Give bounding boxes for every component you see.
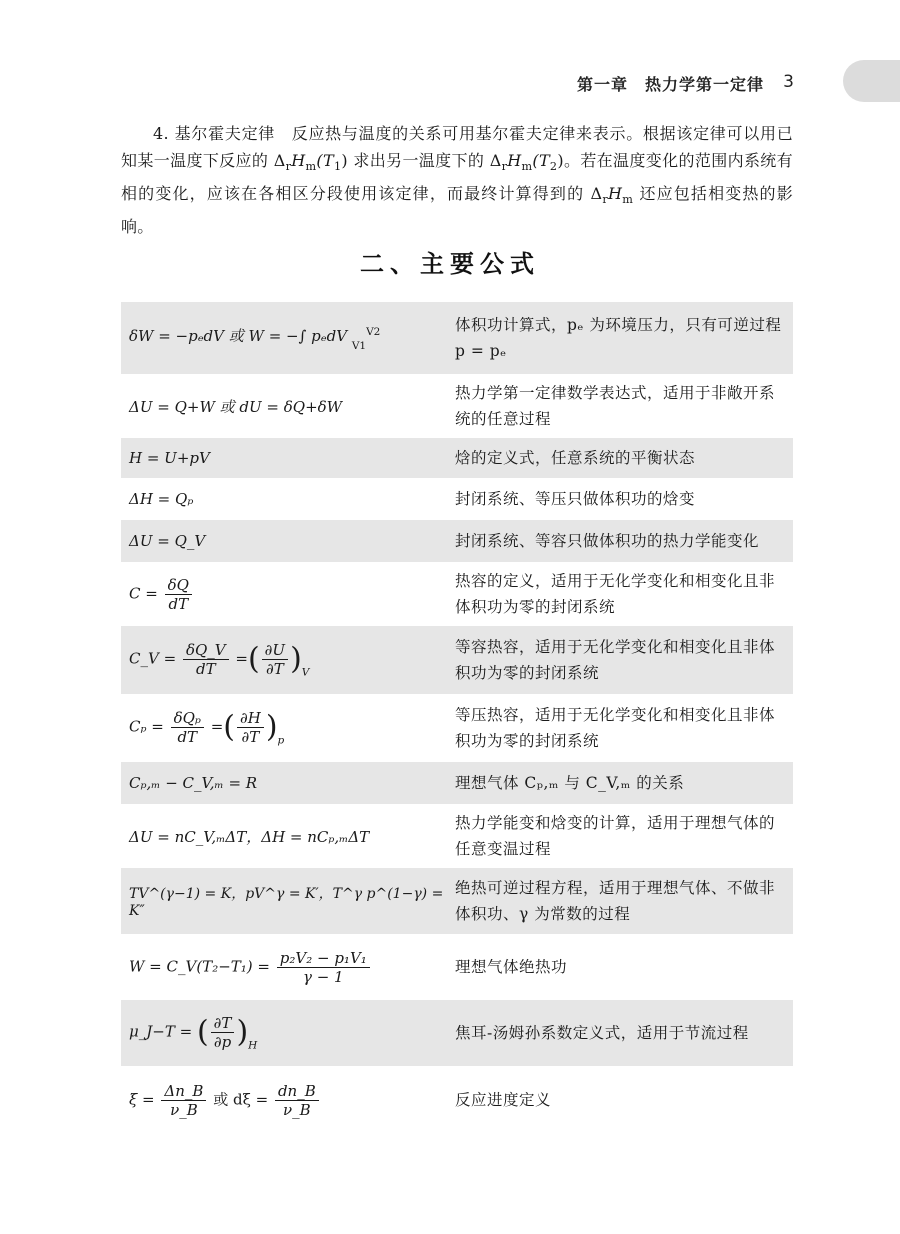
formula-adiabatic-work: W = C_V(T₂−T₁) = $\frac{\text{p₂V₂ − p₁V₁}}{\gamma - 1}$ <box>121 949 455 986</box>
table-row <box>121 438 793 478</box>
formula-enthalpy: H = U+pV <box>129 449 210 467</box>
formula-description: 封闭系统、等容只做体积功的热力学能变化 <box>455 532 760 550</box>
formula-description: 反应进度定义 <box>455 1091 552 1109</box>
table-row <box>121 1000 793 1066</box>
formula-description: 热力学能变和焓变的计算，适用于理想气体的任意变温过程 <box>455 814 776 858</box>
formula-description: 等压热容，适用于无化学变化和相变化且非体积功为零的封闭系统 <box>455 706 776 750</box>
intro-paragraph <box>121 120 793 240</box>
table-row <box>121 562 793 626</box>
formula-du-qv: ΔU = Q_V <box>129 532 206 550</box>
table-row <box>121 1066 793 1134</box>
formula-description: 热容的定义，适用于无化学变化和相变化且非体积功为零的封闭系统 <box>455 572 776 616</box>
formula-joule-thomson: μ_J−T = ( $\frac{\partial T}{\partial p}$ )$_H$ <box>129 1014 258 1052</box>
formula-dh-qp: ΔH = Qₚ <box>129 490 194 508</box>
formula-description: 焦耳-汤姆孙系数定义式，适用于节流过程 <box>455 1024 749 1042</box>
formula-mayer-relation: Cₚ,ₘ − C_V,ₘ = R <box>129 774 258 792</box>
formula-description: 体积功计算式，pₑ 为环境压力，只有可逆过程 p = pₑ <box>455 316 782 360</box>
thumb-tab <box>843 60 900 102</box>
formula-cv: C_V = $\frac{\delta Q\_V}{dT}$ =( $\frac{\partial U}{\partial T}$ )$_V$ <box>129 641 310 679</box>
formula-reaction-extent: ξ = $\frac{\Delta n\_B}{\nu\_B}$ 或 dξ = $\frac{dn\_B}{\nu\_B}$ <box>121 1082 455 1119</box>
intro-text: 4. 基尔霍夫定律 反应热与温度的关系可用基尔霍夫定律来表示。根据该定律可以用已知某一温度下反应的 $\Delta_rH_m(T_1)$ 求出另一温度下的 $\Delta_rH_m(T_2)$。若在温度变化的范围内系统有相的变化，应该在各相区分段使用该定律，而最终计算得到的 $\Delta_rH_m$ 还应包括相变热的影响。 <box>121 124 794 237</box>
formula-description: 理想气体绝热功 <box>455 958 568 976</box>
table-row <box>121 626 793 694</box>
formula-work: δW = −pₑdV 或 W = −∫ pₑdV $_{V1}^{V2}$ <box>129 325 381 352</box>
formula-description: 等容热容，适用于无化学变化和相变化且非体积功为零的封闭系统 <box>455 638 776 682</box>
formula-description: 理想气体 Cₚ,ₘ 与 C_V,ₘ 的关系 <box>455 774 685 792</box>
formula-description: 封闭系统、等压只做体积功的焓变 <box>455 490 696 508</box>
table-row <box>121 374 793 438</box>
chapter-title: 第一章 热力学第一定律 <box>576 75 764 94</box>
formula-description: 焓的定义式，任意系统的平衡状态 <box>455 449 696 467</box>
table-row <box>121 520 793 562</box>
running-header <box>0 0 900 100</box>
table-row <box>121 762 793 804</box>
table-row <box>121 804 793 868</box>
table-row <box>121 478 793 520</box>
section-title: 二、主要公式 <box>360 250 540 278</box>
table-row <box>121 694 793 762</box>
formula-description: 绝热可逆过程方程，适用于理想气体、不做非体积功、γ 为常数的过程 <box>455 879 776 923</box>
table-row <box>121 934 793 1000</box>
formula-cp: Cₚ = $\frac{\text{δQₚ}}{dT}$ =( $\frac{\partial H}{\partial T}$ )$_p$ <box>129 709 285 747</box>
formula-table <box>121 302 793 1134</box>
page-number: 3 <box>783 72 794 92</box>
formula-first-law: ΔU = Q+W 或 dU = δQ+δW <box>129 397 343 416</box>
table-row <box>121 302 793 374</box>
table-row <box>121 868 793 934</box>
formula-adiabatic-equation: TV^(γ−1) = K，pV^γ = K′，T^γ p^(1−γ) = K″ <box>129 886 444 919</box>
formula-description: 热力学第一定律数学表达式，适用于非敞开系统的任意过程 <box>455 384 776 428</box>
formula-heat-capacity: C = $\frac{\delta Q}{dT}$ <box>121 576 455 613</box>
formula-ideal-gas-du-dh: ΔU = nC_V,ₘΔT，ΔH = nCₚ,ₘΔT <box>129 827 370 846</box>
